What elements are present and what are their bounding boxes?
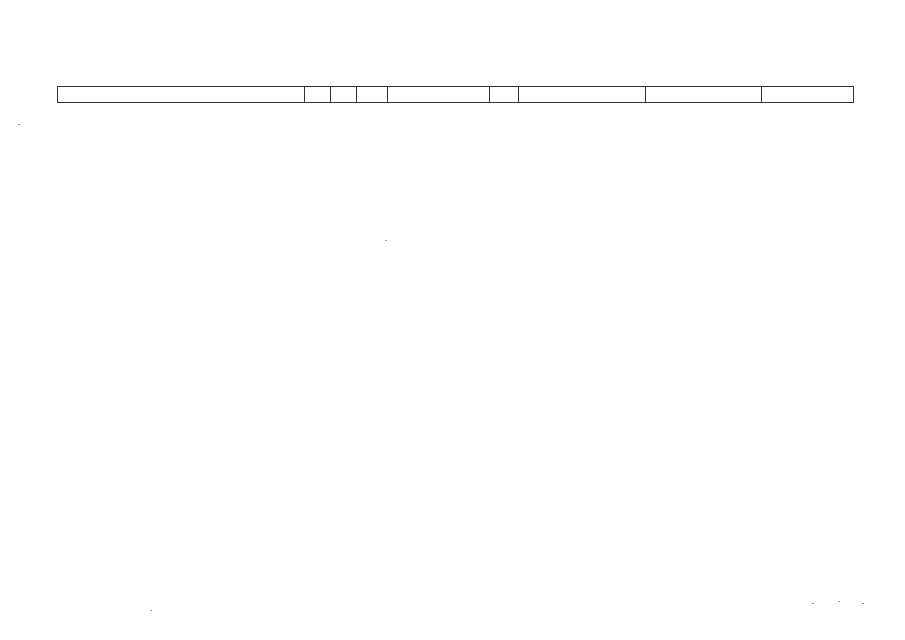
- header-col-1: [58, 87, 305, 103]
- scan-speck: [862, 603, 864, 604]
- header-col-9: [762, 87, 854, 103]
- header-col-3: [331, 87, 357, 103]
- scan-speck: [18, 124, 20, 125]
- scan-speck: [812, 603, 814, 604]
- header-col-7: [519, 87, 646, 103]
- scan-speck: [385, 240, 387, 241]
- header-col-4: [357, 87, 388, 103]
- header-col-5: [388, 87, 490, 103]
- column-header-row: [57, 86, 854, 103]
- header-col-6: [490, 87, 519, 103]
- header-col-8: [646, 87, 762, 103]
- header-col-2: [305, 87, 331, 103]
- scan-speck: [150, 610, 152, 611]
- scan-speck: [838, 601, 840, 602]
